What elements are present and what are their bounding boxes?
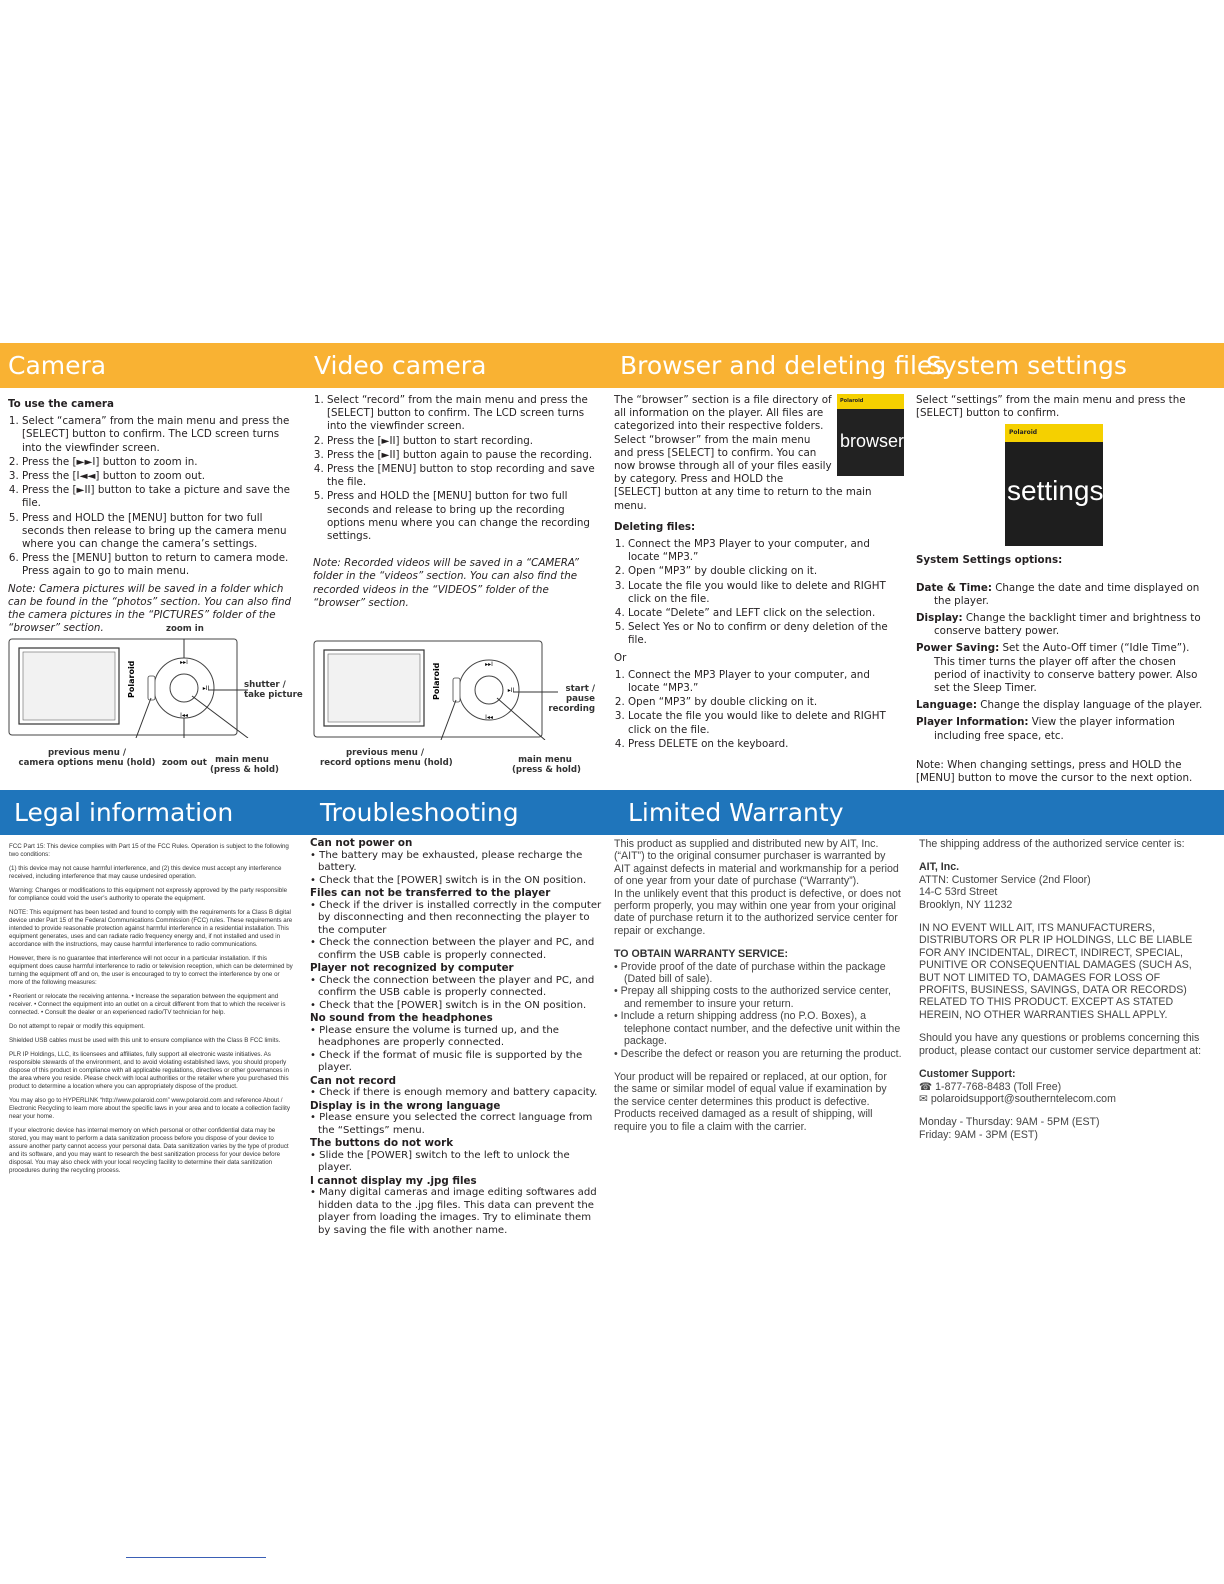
delete-step: 2. Open “MP3” by double clicking on it. — [628, 696, 904, 709]
address-line: Brooklyn, NY 11232 — [919, 898, 1013, 911]
zoom-out-label: zoom out — [162, 758, 207, 768]
delete-step: 2. Open “MP3” by double clicking on it. — [628, 565, 904, 578]
warranty-column — [614, 838, 904, 1144]
svg-text:▸II: ▸II — [507, 687, 515, 694]
label-line: start / — [565, 684, 595, 694]
issue-item: • Please ensure you selected the correct language from the “Settings” menu. — [310, 1112, 593, 1136]
phone-icon: ☎ — [919, 1080, 933, 1093]
settings-thumbnail — [1005, 424, 1103, 546]
label-line: record options menu (hold) — [320, 758, 453, 768]
address-line: ATTN: Customer Service (2nd Floor) — [919, 873, 1091, 886]
video-step: 3. Press the [►II] button again to pause the recording. — [327, 449, 601, 462]
legal-column — [9, 843, 293, 1181]
issue-item: • Slide the [POWER] switch to the left to unlock the player. — [310, 1149, 570, 1173]
camera-step: 6. Press the [MENU] button to return to camera mode. Press again to go to main menu. — [22, 552, 296, 578]
system-intro: Select “settings” from the main menu and press the [SELECT] button to confirm. — [916, 394, 1186, 420]
camera-device-diagram — [8, 624, 303, 738]
issue-heading: Display is in the wrong language — [310, 1099, 501, 1112]
shutter-label — [244, 680, 303, 700]
issue-text: Check if the driver is installed correctly in the computer by disconnecting and then reconnecting the player to the computer — [318, 899, 602, 936]
warranty-paragraph: Your product will be repaired or replaced, at our option, for the same or similar model of equal value if examination by the service center determines this product is defective. Products received damaged as a result of shipping, will require you to file a claim with the carrier. — [614, 1070, 887, 1133]
deleting-title: Deleting files: — [614, 520, 696, 533]
service-title: TO OBTAIN WARRANTY SERVICE: — [614, 948, 789, 961]
legal-paragraph: You may also go to HYPERLINK “http://www.polaroid.com” www.polaroid.com and reference About / Electronic Recycling to learn more about the specific laws in your area and to locate a collection facility near your home. — [9, 1097, 290, 1120]
delete-step: 3. Locate the file you would like to delete and RIGHT click on the file. — [628, 710, 904, 736]
video-main-menu-label — [512, 755, 581, 775]
label-line: camera options menu (hold) — [18, 758, 156, 768]
issue-item: • The battery may be exhausted, please recharge the battery. — [310, 849, 583, 873]
option-value: Set the Auto-Off timer (“Idle Time”). This timer turns the player off after the chosen period of inactivity to conserve battery power. Also set the Sleep Timer. — [934, 642, 1198, 695]
delete-steps-b — [614, 669, 904, 751]
service-text: Describe the defect or reason you are returning the product. — [620, 1047, 902, 1060]
legal-paragraph: PLR IP Holdings, LLC, its licensees and affiliates, fully support all electronic waste initiatives. As responsible stewards of the environment, and to avoid violating established laws, you should properly dispose of this product in compliance with all applicable regulations, directives or other governances in the area where you reside. Please check with local authorities or the retailer where you purchased this product to determine a location where you can appropriately dispose of the product. — [9, 1051, 289, 1090]
issue-item: • Check if there is enough memory and battery capacity. — [310, 1087, 598, 1098]
label-line: recording — [548, 704, 595, 714]
issue-heading: The buttons do not work — [310, 1137, 454, 1149]
option-key: Player Information: — [916, 716, 1029, 729]
legal-paragraph: FCC Part 15: This device complies with Part 15 of the FCC Rules. Operation is subject to the following two conditions: — [9, 843, 289, 858]
delete-step: 1. Connect the MP3 Player to your computer, and locate “MP3.” — [628, 538, 904, 564]
issue-heading: No sound from the headphones — [310, 1012, 493, 1024]
issue-heading: Can not power on — [310, 837, 413, 849]
video-steps — [313, 394, 601, 543]
bottom-section-header-band — [0, 790, 1224, 835]
video-step: 2. Press the [►II] button to start recording. — [327, 435, 601, 448]
issue-text: Check that the [POWER] switch is in the ON position. — [319, 999, 587, 1011]
issue-heading: I cannot display my .jpg files — [310, 1174, 477, 1187]
option-key: Language: — [916, 699, 977, 712]
delete-steps-a — [614, 538, 904, 648]
issue-item: • Check that the [POWER] switch is in the ON position. — [310, 999, 587, 1011]
issue-text: Check that the [POWER] switch is in the ON position. — [319, 874, 587, 886]
issue-text: Check if the format of music file is supported by the player. — [318, 1049, 583, 1073]
video-step: 5. Press and HOLD the [MENU] button for two full seconds and release to bring up the recording options menu where you can change the recording settings. — [327, 490, 601, 543]
option-value: Change the date and time displayed on the player. — [934, 581, 1200, 607]
video-note: Note: Recorded videos will be saved in a “CAMERA” folder in the “videos” section. You can also find the recorded videos in the “VIDEOS” folder of the “browser” section. — [313, 557, 579, 609]
service-item: • Include a return shipping address (no P.O. Boxes), a telephone contact number, and the defective unit within the package. — [614, 1010, 901, 1048]
email-text[interactable]: polaroidsupport@southerntelecom.com — [930, 1092, 1116, 1105]
address-line: 14-C 53rd Street — [919, 886, 998, 899]
start-pause-label — [545, 684, 595, 714]
troubleshooting-column — [310, 837, 602, 1237]
video-column — [313, 394, 601, 614]
service-item: • Prepay all shipping costs to the authorized service center, and remember to insure your return. — [614, 985, 891, 1010]
video-previous-menu-label — [320, 748, 453, 768]
issue-text: The battery may be exhausted, please recharge the battery. — [318, 849, 583, 873]
issue-text: Please ensure you selected the correct language from the “Settings” menu. — [318, 1112, 593, 1136]
or-text: Or — [614, 651, 627, 664]
shutter-label-line: shutter / — [244, 680, 286, 690]
camera-steps — [8, 415, 296, 578]
option-value: Change the backlight timer and brightness to conserve battery power. — [934, 612, 1201, 638]
legal-paragraph: Shielded USB cables must be used with this unit to ensure compliance with the Class B FCC limits. — [9, 1037, 281, 1044]
brand-text: Polaroid — [432, 662, 441, 700]
video-device-diagram — [313, 640, 603, 740]
shutter-label-line: take picture — [244, 690, 303, 700]
system-column — [916, 394, 1206, 789]
issue-text: Please ensure the volume is turned up, and the headphones are properly connected. — [318, 1024, 559, 1048]
issue-text: Slide the [POWER] switch to the left to unlock the player. — [318, 1149, 570, 1173]
legal-paragraph: Warning: Changes or modifications to this equipment not expressly approved by the party responsible for compliance could void the user’s authority to operate the equipment. — [9, 887, 288, 902]
email-line — [919, 1093, 1204, 1105]
label-line: pause — [565, 694, 595, 704]
phone-line — [919, 1081, 1204, 1093]
service-text: Prepay all shipping costs to the authorized service center, and remember to insure your return. — [620, 985, 891, 1010]
warranty-header: Limited Warranty — [628, 798, 844, 827]
legal-paragraph: If your electronic device has internal memory on which personal or other confidential data may be stored, you may want to perform a data sanitization process before you dispose of your device to assure another party cannot access your personal data. Data sanitization varies by the type of product and its software, and you may want to research the best sanitization process for your device before disposal. You may also check with your local recycling facility to determine their data sanitization procedures during the recycling process. — [9, 1127, 289, 1174]
legal-header: Legal information — [14, 798, 234, 827]
thumb-brand: Polaroid — [837, 394, 904, 409]
system-note: Note: When changing settings, press and HOLD the [MENU] button to move the cursor to the next option. — [916, 758, 1193, 785]
option-key: Power Saving: — [916, 642, 1000, 655]
issue-text: Many digital cameras and image editing softwares add hidden data to the .jpg files. This data can prevent the player from loading the images. Try to eliminate them by saving the file with another name. — [318, 1187, 597, 1236]
camera-main-menu-label — [210, 755, 279, 775]
warranty-contact-column — [919, 838, 1204, 1141]
camera-header: Camera — [8, 351, 107, 380]
legal-paragraph: However, there is no guarantee that interference will not occur in a particular installation. If this equipment does cause harmful interference to radio or television reception, which can be determined by turning the equipment off and on, the user is encouraged to try to correct the interference by one or more of the following measures: — [9, 955, 293, 986]
issue-item: • Check if the driver is installed correctly in the computer by disconnecting and then reconnecting the player to the computer — [310, 899, 602, 936]
label-line: previous menu / — [47, 748, 127, 758]
delete-step: 4. Press DELETE on the keyboard. — [628, 738, 904, 751]
camera-step: 5. Press and HOLD the [MENU] button for two full seconds then release to bring up the camera menu where you can change the camera’s settings. — [22, 512, 296, 552]
label-line: (press & hold) — [210, 765, 279, 775]
svg-text:I◂◂: I◂◂ — [485, 714, 493, 721]
hours-line: Friday: 9AM - 3PM (EST) — [919, 1128, 1038, 1141]
label-line: main menu — [518, 755, 572, 765]
system-option — [916, 699, 1206, 712]
browser-intro: The “browser” section is a file directory of all information on the player. All files are categorized into their respective folders. Select “browser” from the main menu and press [SELECT] to confirm. You can now browse through all of your files easily by category. Press and HOLD the [SELECT] button at any time to return to the main menu. — [614, 394, 872, 512]
system-option — [916, 612, 1206, 638]
service-text: Include a return shipping address (no P.O. Boxes), a telephone contact number, and the defective unit within the package. — [620, 1010, 901, 1048]
delete-step: 3. Locate the file you would like to delete and RIGHT click on the file. — [628, 580, 904, 606]
issue-text: Check if there is enough memory and battery capacity. — [319, 1087, 598, 1098]
issue-item: • Check the connection between the player and PC, and confirm the USB cable is properly connected. — [310, 974, 595, 998]
svg-text:I◂◂: I◂◂ — [180, 712, 188, 719]
svg-text:▸▸I: ▸▸I — [485, 661, 493, 668]
camera-column — [8, 398, 296, 639]
video-step: 1. Select “record” from the main menu and press the [SELECT] button to confirm. The LCD screen turns into the viewfinder screen. — [327, 394, 601, 434]
issue-text: Check the connection between the player and PC, and confirm the USB cable is properly connected. — [318, 937, 595, 961]
legal-paragraph: Do not attempt to repair or modify this equipment. — [9, 1023, 145, 1030]
zoom-in-label: zoom in — [166, 624, 204, 634]
thumb-label: settings — [1007, 474, 1103, 506]
camera-step: 3. Press the [I◄◄] button to zoom out. — [22, 470, 296, 483]
questions-text: Should you have any questions or problems concerning this product, please contact our customer service department at: — [919, 1032, 1202, 1057]
browser-thumbnail — [837, 394, 904, 476]
service-text: Provide proof of the date of purchase within the package (Dated bill of sale). — [620, 960, 886, 986]
issue-text: Check the connection between the player and PC, and confirm the USB cable is properly connected. — [318, 974, 595, 998]
issue-item: • Many digital cameras and image editing softwares add hidden data to the .jpg files. This data can prevent the player from loading the images. Try to eliminate them by saving the file with another name. — [310, 1187, 597, 1236]
ship-intro: The shipping address of the authorized service center is: — [919, 838, 1185, 850]
label-line: previous menu / — [345, 748, 425, 758]
camera-previous-menu-label — [12, 748, 162, 768]
svg-text:▸II: ▸II — [202, 685, 210, 692]
email-icon: ✉ — [919, 1092, 928, 1105]
video-step: 4. Press the [MENU] button to stop recording and save the file. — [327, 463, 601, 489]
delete-step: 5. Select Yes or No to confirm or deny deletion of the file. — [628, 621, 904, 647]
option-value: Change the display language of the player. — [980, 699, 1203, 712]
issue-heading: Player not recognized by computer — [310, 962, 514, 974]
option-key: Display: — [916, 612, 963, 625]
troubleshooting-header: Troubleshooting — [320, 798, 519, 827]
system-options-title: System Settings options: — [916, 554, 1063, 567]
service-item: • Provide proof of the date of purchase within the package (Dated bill of sale). — [614, 960, 886, 986]
system-settings-header: System settings — [926, 351, 1127, 380]
issue-item: • Please ensure the volume is turned up, and the headphones are properly connected. — [310, 1024, 559, 1048]
camera-step: 2. Press the [►►I] button to zoom in. — [22, 456, 296, 469]
issue-item: • Check if the format of music file is supported by the player. — [310, 1049, 583, 1073]
legal-paragraph: (1) this device may not cause harmful interference, and (2) this device must accept any interference received, including interference that may cause undesired operation. — [9, 865, 282, 880]
thumb-label: browser — [840, 431, 904, 452]
camera-step: 1. Select “camera” from the main menu and press the [SELECT] button to confirm. The LCD screen turns into the viewfinder screen. — [22, 415, 296, 455]
brand-text: Polaroid — [127, 660, 136, 698]
hours-line: Monday - Thursday: 9AM - 5PM (EST) — [919, 1116, 1100, 1129]
company-name: AIT, Inc. — [919, 861, 960, 874]
thumb-brand: Polaroid — [1005, 424, 1103, 441]
label-line: main menu — [215, 755, 269, 765]
system-option — [916, 642, 1206, 695]
option-value: View the player information including free space, etc. — [934, 716, 1175, 742]
phone-text: 1-877-768-8483 (Toll Free) — [935, 1080, 1062, 1093]
label-line: (press & hold) — [512, 765, 581, 775]
issue-heading: Files can not be transferred to the player — [310, 887, 551, 899]
option-key: Date & Time: — [916, 581, 992, 594]
issue-item: • Check that the [POWER] switch is in the ON position. — [310, 874, 587, 886]
camera-step: 4. Press the [►II] button to take a picture and save the file. — [22, 484, 296, 510]
camera-note: Note: Camera pictures will be saved in a folder which can be found in the “photos” section. You can also find the camera pictures in the “PICTURES” folder of the “browser” section. — [8, 582, 292, 635]
top-section-header-band — [0, 343, 1224, 388]
browser-header: Browser and deleting files — [620, 351, 946, 380]
system-option — [916, 582, 1206, 608]
legal-paragraph: NOTE: This equipment has been tested and found to comply with the requirements for a Class B digital device under Part 15 of the Federal Communications Commission (FCC) rules. These requirements are intended to provide reasonable protection against harmful interference in a residential installation. This equipment generates, uses and can radiate radio frequency energy and, if not installed and used in accordance with the instructions, may cause harmful interference to radio communications. — [9, 909, 293, 948]
service-item: • Describe the defect or reason you are returning the product. — [614, 1047, 902, 1060]
video-camera-header: Video camera — [314, 351, 487, 380]
browser-column — [614, 394, 904, 755]
warranty-paragraph: This product as supplied and distributed new by AIT, Inc. (“AIT”) to the original consumer purchaser is warranted by AIT against defects in material and workmanship for a period of one year from your date of purchase (“Warranty”). — [614, 838, 899, 888]
system-option — [916, 716, 1206, 742]
liability-text: IN NO EVENT WILL AIT, ITS MANUFACTURERS, DISTRIBUTORS OR PLR IP HOLDINGS, LLC BE LIABLE FOR ANY INCIDENTAL, DIRECT, INDIRECT, SPECIAL, PUNITIVE OR CONSEQUENTIAL DAMAGES (SUCH AS, BUT NOT LIMITED TO, DAMAGES FOR LOSS OF PROFITS, BUSINESS, SAVINGS, DATA OR RECORDS) RELATED TO THIS PRODUCT. EXCEPT AS STATED HEREIN, NO OTHER WARRANTIES SHALL APPLY. — [919, 922, 1193, 1021]
warranty-paragraph: In the unlikely event that this product is defective, or does not perform properly, you may within one year from your original date of purchase return it to the authorized service center for repair or exchange. — [614, 887, 901, 937]
support-title: Customer Support: — [919, 1068, 1016, 1081]
svg-text:▸▸I: ▸▸I — [180, 659, 188, 666]
camera-title: To use the camera — [8, 398, 114, 410]
delete-step: 1. Connect the MP3 Player to your computer, and locate “MP3.” — [628, 669, 904, 695]
issue-item: • Check the connection between the player and PC, and confirm the USB cable is properly connected. — [310, 937, 595, 961]
footer-link-underline — [126, 1557, 266, 1558]
delete-step: 4. Locate “Delete” and LEFT click on the selection. — [628, 607, 904, 620]
legal-paragraph: • Reorient or relocate the receiving antenna. • Increase the separation between the equipment and receiver. • Connect the equipment into an outlet on a circuit different from that to which the receiver is connected. • Consult the dealer or an experienced radio/TV technician for help. — [9, 993, 286, 1016]
issue-heading: Can not record — [310, 1074, 397, 1087]
